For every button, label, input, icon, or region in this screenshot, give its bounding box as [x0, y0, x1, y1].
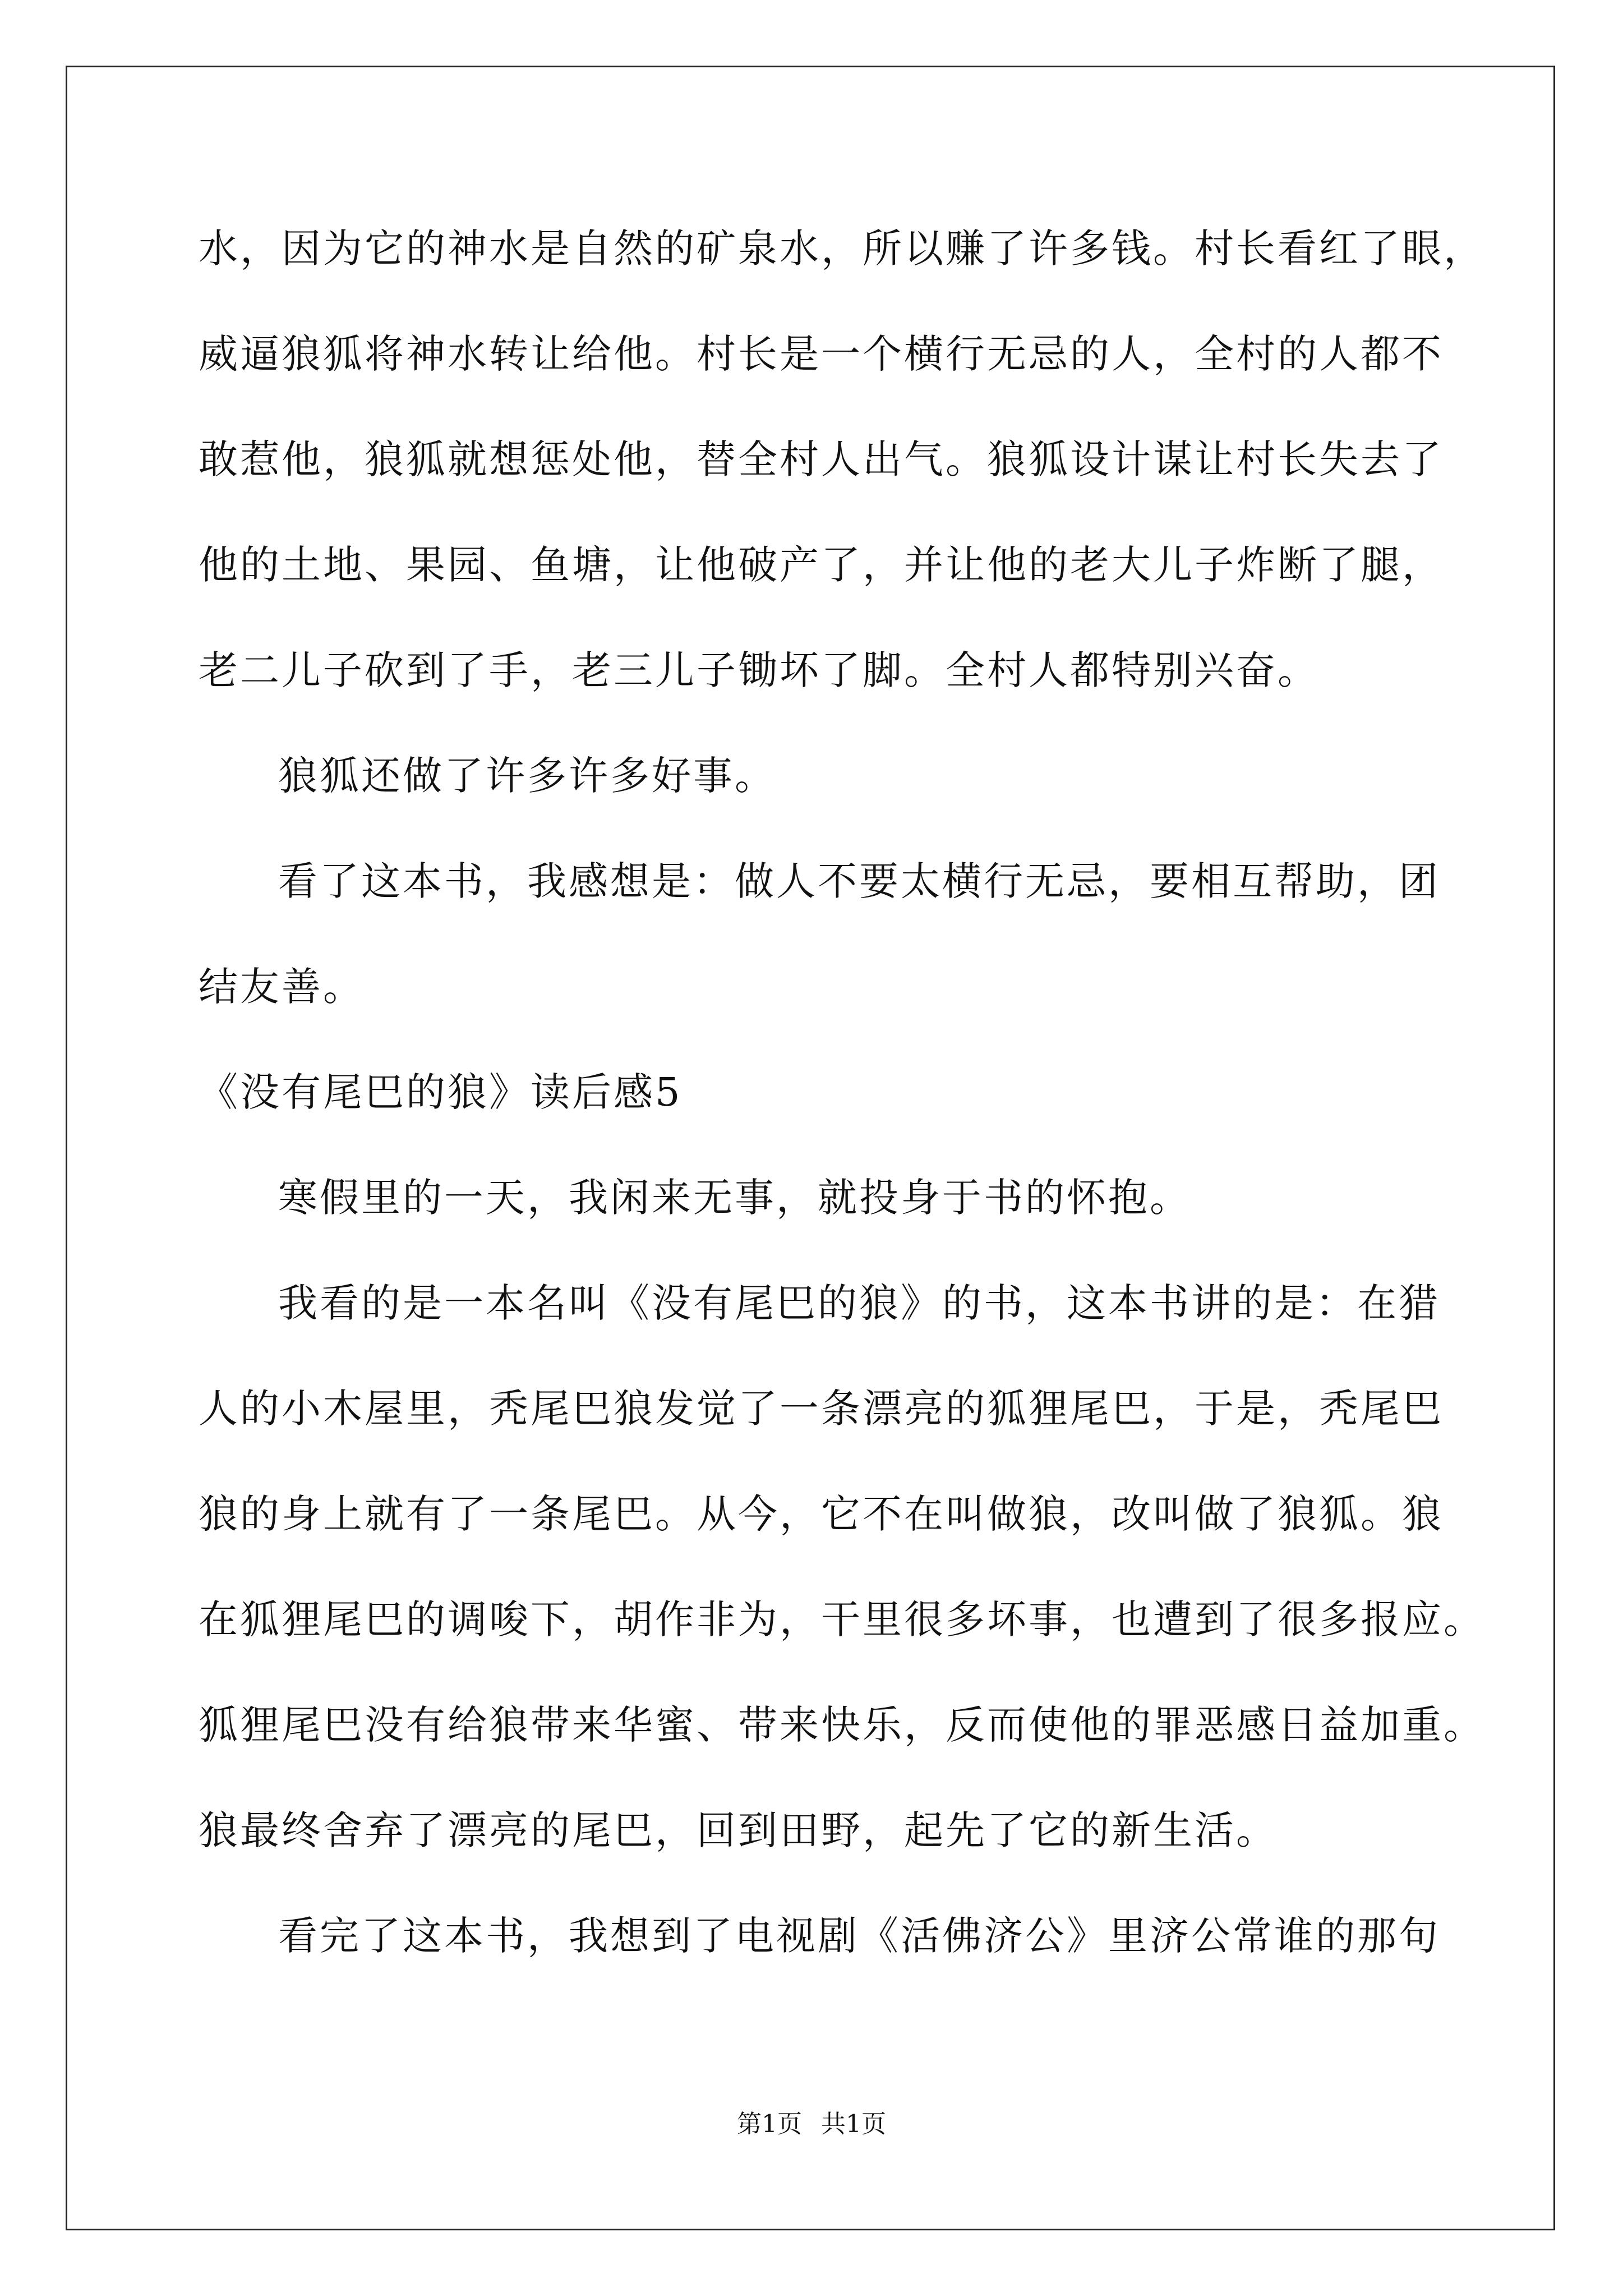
section-heading: 《没有尾巴的狼》读后感5	[199, 1069, 683, 1115]
text-line: 狼的身上就有了一条尾巴。从今，它不在叫做狼，改叫做了狼狐。狼	[199, 1491, 1444, 1537]
document-body	[199, 215, 1485, 2008]
text-line: 结友善。	[199, 964, 365, 1010]
text-line: 他的土地、果园、鱼塘，让他破产了，并让他的老大儿子炸断了腿，	[199, 542, 1444, 588]
paragraph-line: 狼狐还做了许多许多好事。	[278, 753, 776, 799]
page-number: 第1页 共1页	[737, 2110, 886, 2138]
paragraph-line: 寒假里的一天，我闲来无事，就投身于书的怀抱。	[278, 1175, 1191, 1221]
text-line: 水，因为它的神水是自然的矿泉水，所以赚了许多钱。村长看红了眼，	[199, 226, 1485, 272]
page-footer	[0, 2104, 1623, 2139]
text-line: 狼最终舍弃了漂亮的尾巴，回到田野，起先了它的新生活。	[199, 1807, 1278, 1853]
text-line: 老二儿子砍到了手，老三儿子锄坏了脚。全村人都特别兴奋。	[199, 647, 1319, 693]
text-line: 敢惹他，狼狐就想惩处他，替全村人出气。狼狐设计谋让村长失去了	[199, 436, 1444, 482]
paragraph-line: 我看的是一本名叫《没有尾巴的狼》的书，这本书讲的是：在猎	[278, 1280, 1440, 1326]
paragraph-line: 看完了这本书，我想到了电视剧《活佛济公》里济公常谁的那句	[278, 1913, 1440, 1959]
text-line: 人的小木屋里，秃尾巴狼发觉了一条漂亮的狐狸尾巴，于是，秃尾巴	[199, 1386, 1444, 1432]
text-line: 狐狸尾巴没有给狼带来华蜜、带来快乐，反而使他的罪恶感日益加重。	[199, 1702, 1485, 1748]
text-line: 在狐狸尾巴的调唆下，胡作非为，干里很多坏事，也遭到了很多报应。	[199, 1596, 1485, 1642]
text-line: 威逼狼狐将神水转让给他。村长是一个横行无忌的人，全村的人都不	[199, 331, 1444, 377]
paragraph-line: 看了这本书，我感想是：做人不要太横行无忌，要相互帮助，团	[278, 858, 1440, 904]
